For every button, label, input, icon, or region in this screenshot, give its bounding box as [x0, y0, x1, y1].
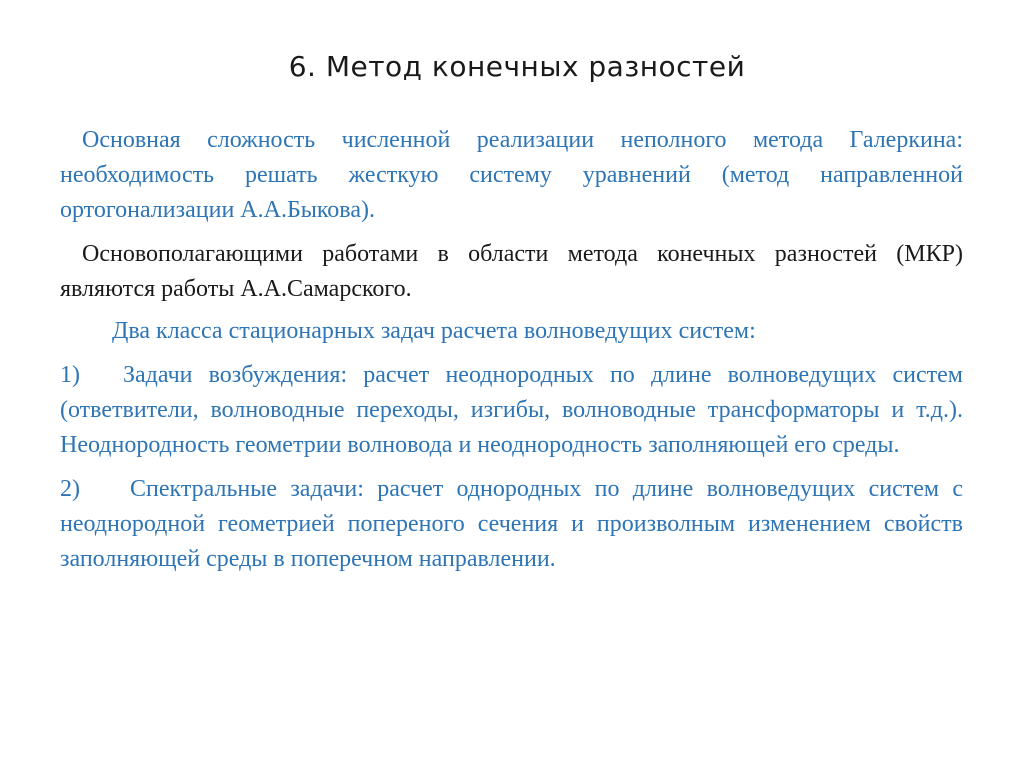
slide-title	[0, 50, 1024, 83]
slide-title-text: 6. Метод конечных разностей	[288, 50, 746, 83]
list-item-text: Задачи возбуждения: расчет неоднородных по длине волноведущих систем (ответвители, волноводные переходы, изгибы, волноводные трансформаторы и т.д.). Неоднородность геометрии волновода и неоднородность заполняющей его среды.	[60, 362, 963, 458]
list-item-excitation	[60, 358, 963, 463]
list-item-number: 2)	[60, 476, 80, 502]
paragraph-galerkin: Основная сложность численной реализации неполного метода Галеркина: необходимость решать жесткую систему уравнений (метод направленной ортогонализации А.А.Быкова).	[60, 127, 963, 223]
list-item-spectral	[60, 472, 963, 577]
paragraph-samarsky: Основополагающими работами в области метода конечных разностей (МКР) являются работы А.А.Самарского.	[60, 241, 963, 302]
list-item-number: 1)	[60, 362, 80, 388]
paragraph-task-classes: Два класса стационарных задач расчета волноведущих систем:	[112, 318, 756, 344]
slide-body	[60, 123, 963, 584]
list-item-text: Спектральные задачи: расчет однородных по длине волноведущих систем с неоднородной геометрией попереного сечения и произволным изменением свойств заполняющей среды в поперечном направлении.	[60, 476, 963, 572]
